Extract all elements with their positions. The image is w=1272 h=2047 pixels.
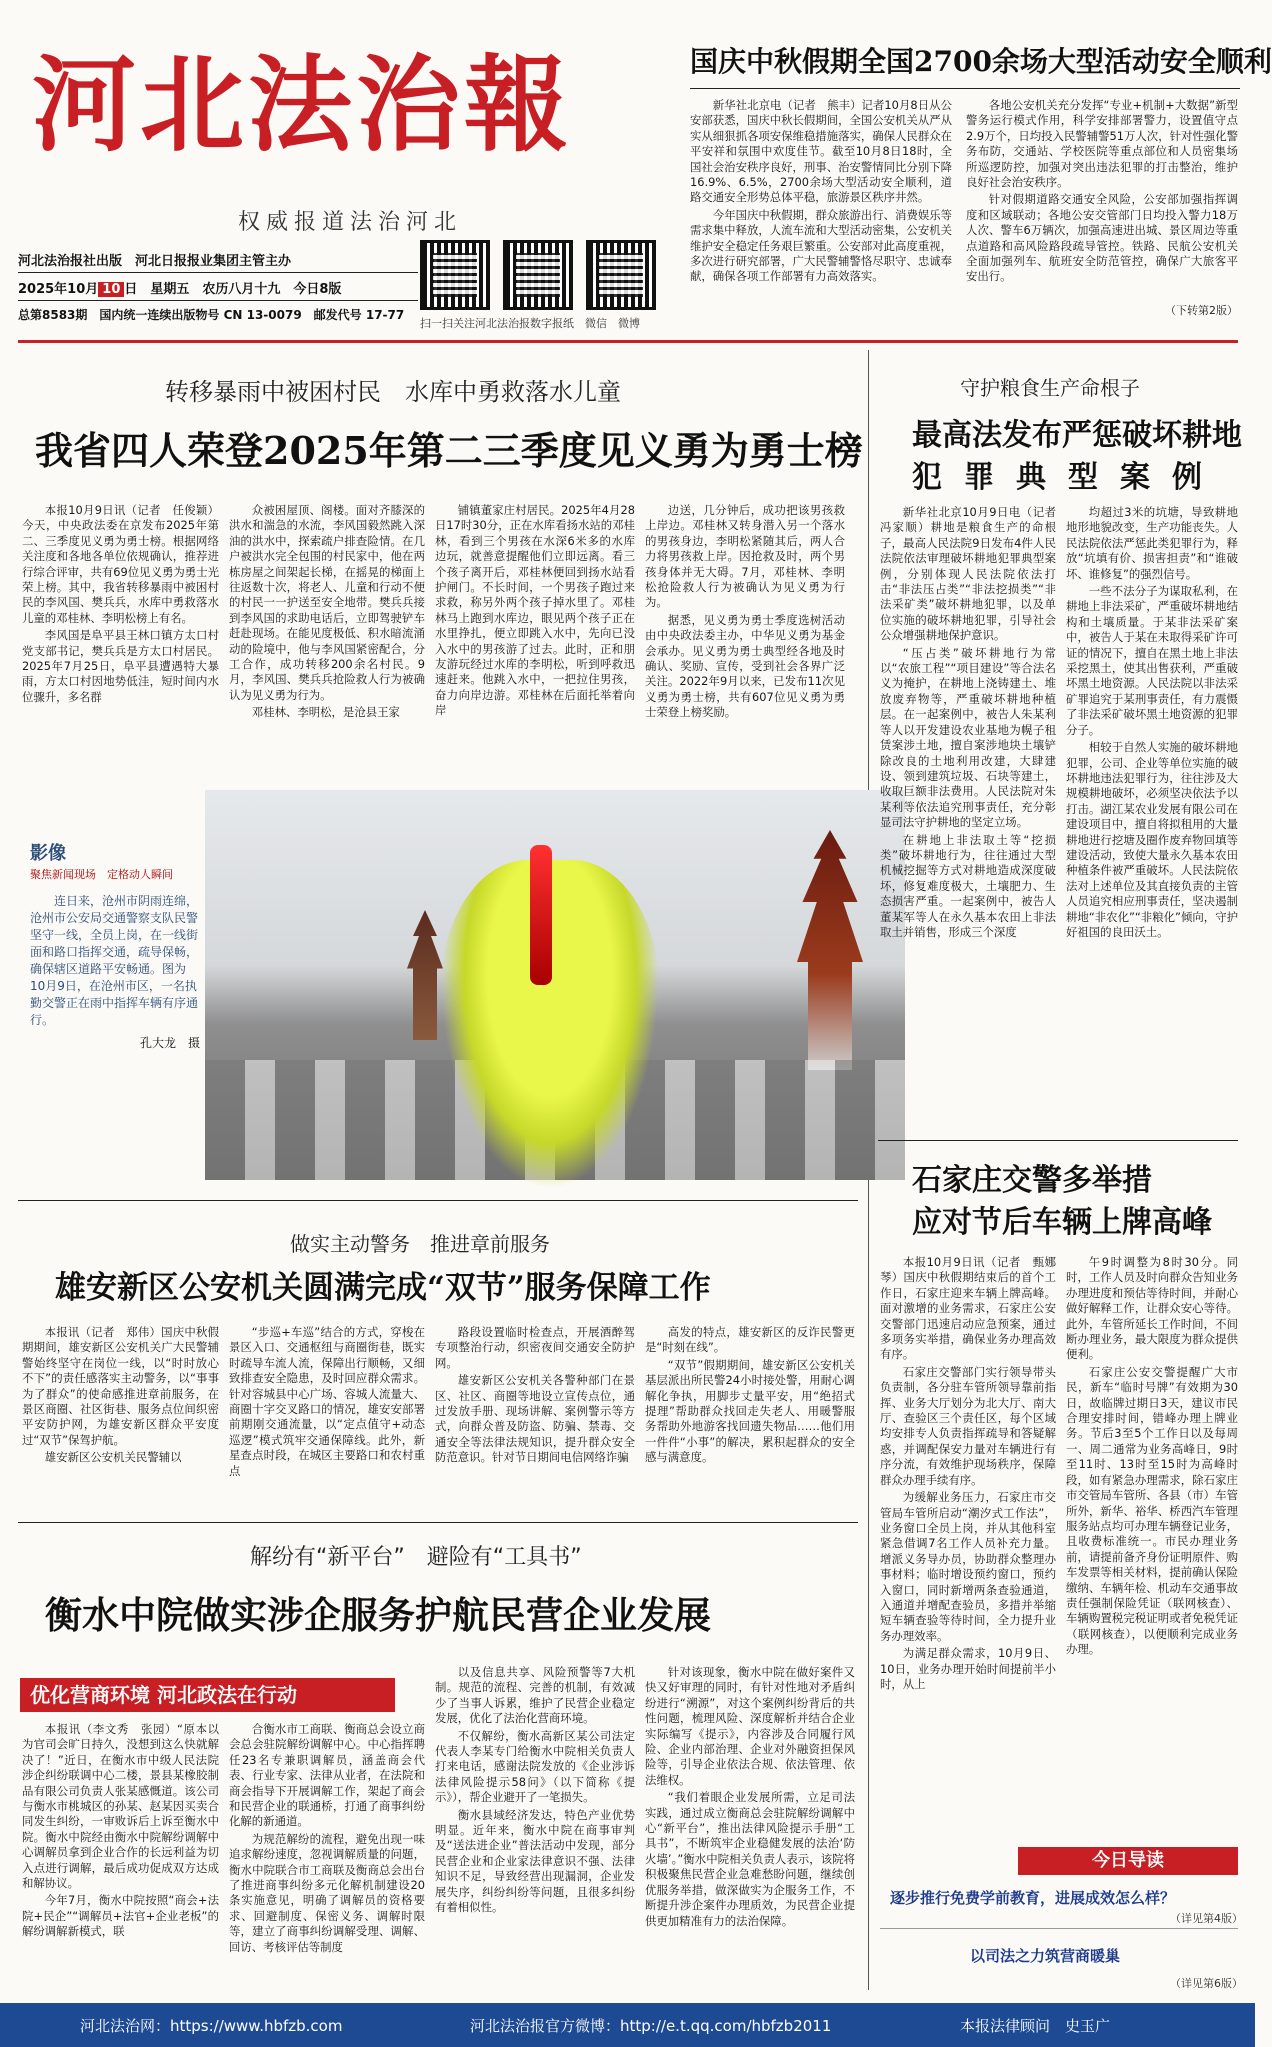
hero-col-4: 边送，几分钟后，成功把该男孩救上岸边。邓桂林又转身潜入另一个落水的男孩身边，李明松紧随其后，两人合力将男孩救上岸。因抢救及时，两个男孩身体并无大碍。7月，邓桂林、李明松抢险救人行为被确认为见义勇为行为。 据悉，见义勇为勇士季度选树活动由中央政法委主办，中华见义勇为基金会承办。见义勇为勇士典型经各地及时确认、奖励、宣传，受到社会各界广泛关注。2022年9月以来，已发布11次见义勇为勇士榜，共有607位见义勇为勇士荣登上榜奖励。 — [645, 503, 845, 720]
right1-col-1: 新华社北京10月9日电（记者 冯家顺）耕地是粮食生产的命根子，最高人民法院9日发布4件人民法院依法审理破坏耕地犯罪典型案例，分别体现人民法院依法打击“非法压占类”“非法挖损类”“非法采矿类”破坏耕地犯罪，以及单位实施的破坏耕地犯罪，引导社会公众增强耕地保护意识。 “压占类”破坏耕地行为常以“农旅工程”“项目建设”等合法名义为掩护，在耕地上浇铸建土、堆放废弃物等，严重破坏耕地种植层。在一起案例中，被告人朱某利等人以开发建设农业基地为幌子租赁案涉土地，擅自案涉地块土壤铲除改良的土地利用改建，大肆建设、领到建筑垃圾、石块等建土，收取巨额非法费用。人民法院对朱某利等依法追究刑事责任，充分彰显司法守护耕地的坚定立场。 在耕地上非法取土等“挖损类”破坏耕地行为，往往通过大型机械挖掘等方式对耕地造成深度破坏，修复难度极大，土壤肥力、生态损害严重。一起案例中，被告人董某军等人在永久基本农田上非法取土并销售，形成三个深度 — [880, 505, 1068, 939]
guide-item-2[interactable]: 以司法之力筑营商暖巢 — [970, 1947, 1121, 1965]
today-guide-title: 今日导读 — [1018, 1847, 1238, 1875]
hengshui-col-2: 合衡水市工商联、衡商总会设立商会总会驻院解纷调解中心。中心指挥聘任23名专兼职调解员，涵盖商会代表、行业专家、法律从业者，在法院和商会指导下开展调解工作，架起了商会和民营企业的联通桥，打通了商事纠纷化解的新通道。 为规范解纷的流程，避免出现一味追求解纷速度，忽视调解质量的问题，衡水中院联合市工商联及衡商总会出台了推进商事纠纷多元化解机制建设20条实施意见，明确了调解员的资格要求、回避制度、保密义务、调解时限等，建立了商事纠纷调解受理、调解、回访、考核评估等制度 — [229, 1722, 425, 1954]
hero-col-3: 铺镇董家庄村居民。2025年4月28日17时30分，正在水库看扬水站的邓桂林，看到三个男孩在水深6米多的水库边玩，就善意提醒他们立即远离。看三个孩子离开后，邓桂林便回到扬水站看护闸门。不长时间，一个男孩子跑过来求救，称另外两个孩子掉水里了。邓桂林马上跑到水库边，眼见两个孩子正在水里挣扎，便立即跳入水中，先向已没入水中的男孩游了过去。此时，正和朋友游玩经过水库的李明松，听到呼救迅速赶来。他跳入水中，一把拉住男孩，奋力向岸边游。邓桂林在后面托举着向岸 — [435, 503, 635, 718]
qr-caption: 扫一扫关注河北法治报数字报纸 微信 微博 — [420, 317, 640, 330]
publisher-info: 河北法治报社出版 河北日报报业集团主管主办 — [18, 254, 292, 269]
hengshui-headline[interactable]: 衡水中院做实涉企服务护航民营企业发展 — [45, 1593, 711, 1637]
lead-headline[interactable]: 国庆中秋假期全国2700余场大型活动安全顺利 — [690, 45, 1272, 78]
lead-col-1: 新华社北京电（记者 熊丰）记者10月8日从公安部获悉，国庆中秋长假期间，全国公安机关从严从实从细狠抓各项安保维稳措施落实，确保人民群众在平安祥和氛围中欢度佳节。截至10月8日18时，全国社会治安秩序良好，刑事、治安警情同比分别下降16.9%、6.5%，2700余场大型活动安全顺利，道路交通安全形势总体平稳，旅游景区秩序井然。 今年国庆中秋假期，群众旅游出行、消费娱乐等需求集中释放，人流车流和大型活动密集，公安机关维护安全稳定任务艰巨繁重。公安部对此高度重视，多次进行研究部署，广大民警辅警恪尽职守、忠诚奉献，确保各项工作部署有力高效落实。 — [690, 98, 953, 284]
guide-item-1-note: （详见第4版） — [1170, 1912, 1243, 1925]
right1-headline-line2[interactable]: 犯罪典型案例 — [912, 460, 1224, 495]
lead-turn-note: （下转第2版） — [1165, 304, 1238, 317]
footer-weibo-link[interactable]: 河北法治报官方微博：http://e.t.qq.com/hbfzb2011 — [470, 2017, 832, 2035]
photo-sub: 聚焦新闻现场 定格动人瞬间 — [30, 868, 173, 881]
footer-legal-counsel: 本报法律顾问 史玉广 — [960, 2017, 1111, 2035]
photo-label: 影像 — [30, 843, 66, 864]
xiongan-col-3: 路段设置临时检查点，开展酒醉驾专项整治行动，织密夜间交通安全防护网。 雄安新区公安机关各警种部门在景区、社区、商圈等地设立宣传点位，通过发放手册、现场讲解、案例警示等方式，向群众普及防盗、防骗、禁毒、交通安全等法律法规知识，提升群众安全防范意识。针对节日期间电信网络诈骗 — [435, 1325, 635, 1465]
hero-col-1: 本报10月9日讯（记者 任俊颖）今天，中央政法委在京发布2025年第二、三季度见义勇为勇士榜。根据网络关注度和各地各单位依规确认，推荐进行综合评审，共有69位见义勇为勇士光荣上榜。其中，我省转移暴雨中被困村民的李风国、樊兵兵，水库中勇救落水儿童的邓桂林、李明松榜上有名。 李风国是阜平县王林口镇方太口村党支部书记，樊兵兵是方太口村居民。2025年7月25日，阜平县遭遇特大暴雨，方太口村因地势低洼，短时间内水位骤升，多名群 — [22, 503, 219, 704]
column-tag: 优化营商环境 河北政法在行动 — [20, 1678, 395, 1712]
guide-item-1[interactable]: 逐步推行免费学前教育，进展成效怎么样？ — [890, 1889, 1176, 1907]
serial-info: 总第8583期 国内统一连续出版物号 CN 13-0079 邮发代号 17-77 — [18, 308, 405, 322]
right1-kicker: 守护粮食生产命根子 — [960, 376, 1140, 400]
hero-col-2: 众被困屋顶、阁楼。面对齐膝深的洪水和湍急的水流，李风国毅然跳入深油的洪水中，探索疏户排查险情。在几户被洪水完全包围的村民家中，他在两栋房屋之间架起长梯，在摇晃的梯面上往返数十次，将老人、儿童和行动不便的村民一一护送至安全地带。樊兵兵接到李风国的求助电话后，立即驾驶铲车赶赴现场。在能见度极低、积水暗流涌动的险境中，他与李风国紧密配合，分工合作，成功转移200余名村民。9月，李风国、樊兵兵抢险救人行为被确认为见义勇为行为。 邓桂林、李明松，是沧县王家 — [229, 503, 425, 720]
right2-headline-line2[interactable]: 应对节后车辆上牌高峰 — [912, 1205, 1212, 1240]
qr-code-icon[interactable] — [503, 240, 573, 310]
guide-item-2-note: （详见第6版） — [1170, 1977, 1243, 1990]
photo-caption-text: 连日来，沧州市阴雨连绵，沧州市公安局交通警察支队民警坚守一线，全员上岗，在一线街面和路口指挥交通，疏导保畅，确保辖区道路平安畅通。图为10月9日，在沧州市区，一名执勤交警正在雨中指挥车辆有序通行。 — [30, 894, 199, 1027]
lead-col-2: 各地公安机关充分发挥“专业+机制+大数据”新型警务运行模式作用，科学安排部署警力，设置值守点2.9万个，日均投入民警辅警51万人次，针对性强化警务布防，交通站、学校医院等重点部位和人员密集场所巡逻防控，加强对突出违法犯罪的打击整治，维护良好社会治安秩序。 针对假期道路交通安全风险，公安部加强指挥调度和区域联动；各地公安交管部门日均投入警力18万人次、警车6万辆次，加强高速进出城、景区周边等重点道路和高风险路段疏导管控。铁路、民航公安机关全面加强列车、航班安全防范管控，确保广大旅客平安出行。 — [966, 98, 1238, 284]
hengshui-col-4: 针对该现象，衡水中院在做好案件又快又好审理的同时，有针对性地对矛盾纠纷进行“溯源”，对这个案例纠纷背后的共性问题，梳理风险、深度解析并结合企业实际编写《提示》，内容涉及合同履行风险、企业内部治理、企业对外融资担保风险等，引导企业依法合规、依法管理、依法维权。 “我们着眼企业发展所需，立足司法实践，通过成立衡商总会驻院解纷调解中心“新平台”，推出法律风险提示手册“工具书”，不断筑牢企业稳健发展的法治‘防火墙’。”衡水中院相关负责人表示，该院将积极聚焦民营企业急难愁盼问题，继续创优服务举措，做深做实为企服务工作，不断提升涉企案件办理质效，为民营企业提供更加精准有力的法治保障。 — [645, 1665, 855, 1928]
hengshui-kicker: 解纷有“新平台” 避险有“工具书” — [250, 1545, 582, 1570]
hero-headline[interactable]: 我省四人荣登2025年第二三季度见义勇为勇士榜 — [35, 428, 863, 473]
photo-credit: 孔大龙 摄 — [139, 1036, 200, 1050]
footer-bar — [0, 2003, 1255, 2047]
date-day: 10 — [98, 282, 124, 297]
masthead-title: 河北法治報 — [32, 43, 573, 166]
masthead-slogan: 权威报道法治河北 — [238, 210, 463, 235]
footer-site-link[interactable]: 河北法治网：https://www.hbfzb.com — [80, 2017, 343, 2035]
hengshui-col-1: 本报讯（李文秀 张园）“原本以为官司会旷日持久，没想到这么快就解决了！”近日，在衡水市中级人民法院涉企纠纷联调中心二楼，景县某橡胶制品有限公司负责人张某感慨道。该公司与衡水市桃城区的孙某、赵某因买卖合同发生纠纷，一审败诉后上诉至衡水中院。衡水中院经由衡水中院解纷调解中心调解员拿到企业合作的长远利益为切入点进行调解，最后成功促成双方达成和解协议。 今年7月，衡水中院按照“商会+法院+民企”“调解员+法官+企业老板”的解纷调解新模式，联 — [22, 1722, 219, 1939]
photo-caption — [30, 845, 200, 1165]
right2-headline-line1[interactable]: 石家庄交警多举措 — [912, 1163, 1152, 1198]
xiongan-col-2: “步巡+车巡”结合的方式，穿梭在景区入口、交通枢纽与商圈街巷，既实时疏导车流人流，保障出行顺畅，又细致排查安全隐患，及时回应群众需求。针对容城县中心广场、容城人流量大、商圈十字交叉路口的情况，雄安安部署前期刚交通流量，以“定点值守+动态巡逻”模式筑牢交通保障线。此外，新星查点时段，在城区主要路口和农村重点 — [229, 1325, 425, 1478]
qr-code-icon[interactable] — [586, 240, 656, 310]
date-prefix: 2025年10月 — [18, 282, 99, 297]
right2-col-1: 本报10月9日讯（记者 甄娜琴）国庆中秋假期结束后的首个工作日，石家庄迎来车辆上牌高峰。面对激增的业务需求，石家庄公安交警部门迅速启动应急预案，通过多项务实举措，确保业务办理高效有序。 石家庄交警部门实行领导带头负责制，各分驻车管所领导靠前指挥、业务大厅划分为北大厅、南大厅、查验区三个责任区，每个区域均安排专人负责指挥疏导和答疑解惑，并调配保安力量对车辆进行有序分流，有效维护现场秩序，保障群众办理手续有序。 为缓解业务压力，石家庄市交管局车管所启动“潮汐式工作法”，业务窗口全员上岗，并从其他科室紧急借调7名工作人员补充力量。增派义务导办员，协助群众整理办事材料；临时增设预约窗口，预约入窗口，同时新增两条查验通道，入通道并增配查验员，多措并举缩短车辆查验等待时间，全力提升业务办理效率。 为满足群众需求，10月9日、10日，业务办理开始时间提前半小时，从上 — [880, 1255, 1056, 1691]
xiongan-col-4: 高发的特点，雄安新区的反诈民警更是“时刻在线”。 “双节”假期期间，雄安新区公安机关基层派出所民警24小时接处警，用耐心调解化争执，用脚步丈量平安，用“绝招式提理”帮助群众找回走失老人、用暖警服务帮助外地游客找回遗失物品……他们用一件件“小事”的解决，累积起群众的安全感与满意度。 — [645, 1325, 855, 1465]
xiongan-col-1: 本报讯（记者 郑伟）国庆中秋假期期间，雄安新区公安机关广大民警辅警始终坚守在岗位一线，以“时时放心不下”的责任感落实主动警务，以“事事为了群众”的使命感推进章前服务，在景区商圈、社区街巷、服务点位间织密平安防护网，为雄安新区群众平安度过“双节”保驾护航。 雄安新区公安机关民警辅以 — [22, 1325, 219, 1465]
qr-code-icon[interactable] — [420, 240, 490, 310]
hero-kicker: 转移暴雨中被困村民 水库中勇救落水儿童 — [165, 378, 621, 406]
right2-col-2: 午9时调整为8时30分。同时，工作人员及时向群众告知业务办理进度和预估等待时间，并耐心做好解释工作，让群众安心等待。此外，车管所延长工作时间，不间断办理业务，最大限度为群众提供便利。 石家庄公安交警提醒广大市民，新车“临时号牌”有效期为30日，故临牌过期日3天，建议市民合理安排时间，错峰办理上牌业务。节后3至5个工作日以及每周一、周二通常为业务高峰日，9时至11时、13时至15时为高峰时段，如有紧急办理需求，除石家庄市交管局车管所、各县（市）车管所外，新华、裕华、桥西汽车管理服务站点均可办理车辆登记业务，且收费标准统一。市民办理业务前，请提前备齐身份证明原件、购车发票等相关材料，提前确认保险缴纳、车辆年检、机动车交通事故责任强制保险凭证（联网核查）、车辆购置税完税证明或者免税凭证（联网核查），以便顺利完成业务办理。 — [1066, 1255, 1238, 1657]
xiongan-headline[interactable]: 雄安新区公安机关圆满完成“双节”服务保障工作 — [55, 1270, 711, 1306]
hengshui-col-3: 以及信息共享、风险预警等7大机制。规范的流程、完善的机制，有效减少了当事人诉累，维护了民营企业稳定发展，优化了法治化营商环境。 不仅解纷，衡水高新区某公司法定代表人李某专门给衡水中院相关负责人打来电话，感谢法院发放的《企业涉诉法律风险提示58问》（以下简称《提示》），帮企业避开了一笔损失。 衡水县域经济发达，特色产业优势明显。近年来，衡水中院在商事审判及“送法进企业”普法活动中发现，部分民营企业和企业家法律意识不强、法律知识不足，导致经营出现漏洞，企业发展失序，纠纷纠纷等问题，且很多纠纷有着相似性。 — [435, 1665, 635, 1915]
xiongan-kicker: 做实主动警务 推进章前服务 — [290, 1232, 550, 1256]
right1-col-2: 均超过3米的坑塘，导致耕地地形地貌改变，生产功能丧失。人民法院依法严惩此类犯罪行为，释放“坑填有价、损害担责”和“谁破坏、谁修复”的强烈信号。 一些不法分子为谋取私利，在耕地上非法采矿，严重破坏耕地结构和土壤质量。于某非法采矿案中，被告人于某在未取得采矿许可证的情况下，擅自在黑土地上非法采挖黑土，使其出售获利，严重破坏黑土地资源。人民法院以非法采矿罪追究于某刑事责任，有力震慑了非法采矿破坏黑土地资源的犯罪分子。 相较于自然人实施的破坏耕地犯罪，公司、企业等单位实施的破坏耕地违法犯罪行为，往往涉及大规模耕地破坏，必须坚决依法予以打击。湖江某农业发展有限公司在建设项目中，擅自将拟租用的大量耕地进行挖塘及圈作废弃物回填等建设活动，致使大量永久基本农田种植条件被严重破坏。人民法院依法对上述单位及其直接负责的主管人员追究相应刑事责任，坚决遏制耕地“非农化”“非粮化”倾向，守护好祖国的良田沃土。 — [1066, 505, 1238, 939]
issue-date-line — [18, 278, 341, 297]
right1-headline-line1[interactable]: 最高法发布严惩破坏耕地 — [912, 418, 1242, 453]
traffic-police-photo[interactable] — [205, 790, 905, 1180]
masthead-logo — [32, 30, 573, 218]
date-suffix: 日 星期五 农历八月十九 今日8版 — [124, 282, 342, 297]
